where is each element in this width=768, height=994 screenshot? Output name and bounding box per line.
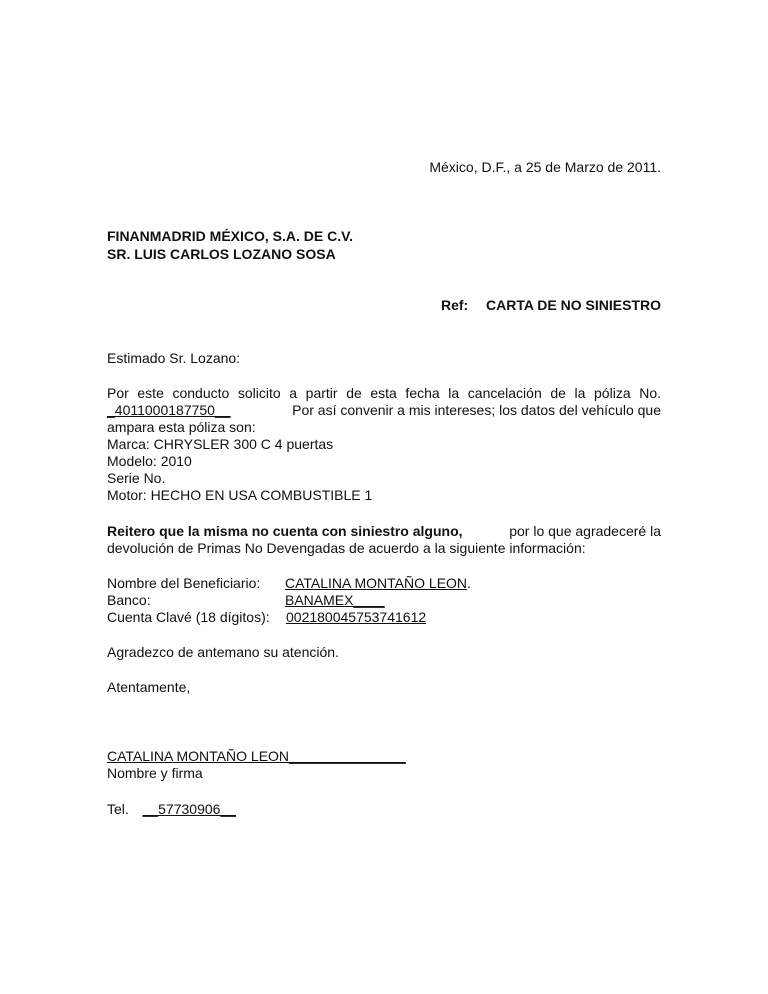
recipient-company: FINANMADRID MÉXICO, S.A. DE C.V. (107, 228, 354, 244)
reference-label: Ref: (440, 297, 469, 313)
thanks-line: Agradezco de antemano su atención. (107, 644, 339, 660)
vehicle-marca: Marca: CHRYSLER 300 C 4 puertas (107, 436, 334, 452)
reference-line (441, 297, 661, 314)
statement-normal: por lo que agradeceré la (509, 523, 661, 539)
paragraph-line: devolución de Primas No Devengadas de acuerdo a la siguiente información: (107, 540, 586, 556)
paragraph-line-rest: Por así convenir a mis intereses; los datos del vehículo que (292, 402, 661, 418)
vehicle-motor: Motor: HECHO EN USA COMBUSTIBLE 1 (107, 487, 373, 503)
vehicle-modelo: Modelo: 2010 (107, 453, 192, 469)
recipient-person: SR. LUIS CARLOS LOZANO SOSA (107, 246, 336, 262)
bank-value: BANAMEX____ (285, 592, 385, 608)
vehicle-serie: Serie No. (107, 470, 166, 486)
sign-off: Atentamente, (107, 679, 191, 695)
tel-label: Tel. (107, 801, 129, 817)
beneficiary-suffix: . (467, 575, 471, 591)
account-label: Cuenta Clavé (18 dígitos): (107, 609, 270, 625)
signature-caption: Nombre y firma (107, 765, 203, 781)
bank-label: Banco: (107, 592, 151, 608)
statement-bold: Reitero que la misma no cuenta con siniestro alguno, (107, 523, 463, 539)
telephone-line (107, 801, 236, 818)
paragraph-line (107, 402, 661, 419)
policy-number: _4011000187750__ (107, 402, 231, 418)
date-line: México, D.F., a 25 de Marzo de 2011. (429, 159, 661, 175)
paragraph-line: ampara esta póliza son: (107, 419, 256, 435)
beneficiary-label: Nombre del Beneficiario: (107, 575, 261, 591)
account-value: 002180045753741612 (286, 609, 427, 625)
paragraph-line: Por este conducto solicito a partir de esta fecha la cancelación de la póliza No. (107, 385, 661, 401)
tel-value: __57730906__ (142, 801, 237, 817)
paragraph-cancellation (107, 385, 661, 504)
reference-value: CARTA DE NO SINIESTRO (485, 297, 661, 313)
paragraph-line (107, 523, 661, 540)
signature-name: CATALINA MONTAÑO LEON_______________ (107, 748, 406, 764)
salutation: Estimado Sr. Lozano: (107, 350, 241, 366)
beneficiary-row (285, 575, 471, 592)
beneficiary-value: CATALINA MONTAÑO LEON (285, 575, 468, 591)
paragraph-refund (107, 523, 661, 557)
